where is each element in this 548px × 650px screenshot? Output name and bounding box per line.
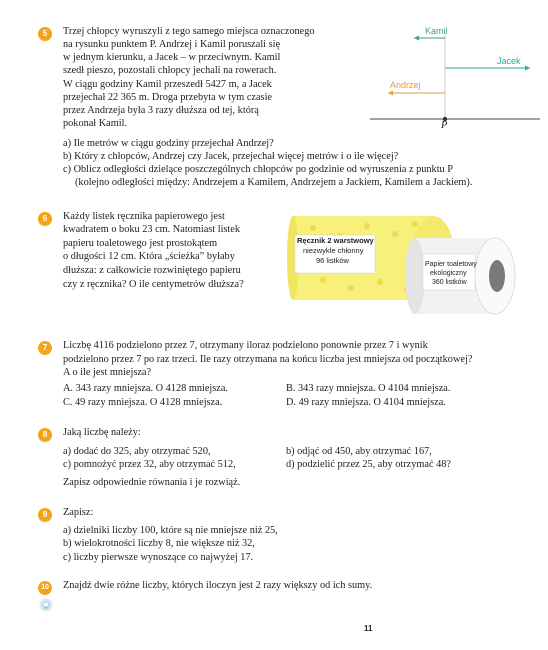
andrzej-label: Andrzej [390,80,421,90]
task7-line: podzielono przez 7 po raz trzeci. Ile razy otrzymana na końcu liczba jest mniejsza od początkowej? [63,354,473,365]
task-number-badge: 10 [38,581,52,595]
answer-option[interactable]: C. 49 razy mniejsza. O 4128 mniejsza. [63,397,223,408]
towel-label-line: 96 listków [316,256,349,265]
task6-line: kwadratem o boku 23 cm. Natomiast listek [63,224,241,235]
page-number: 11 [364,624,373,633]
answer-option[interactable]: A. 343 razy mniejsza. O 4128 mniejsza. [63,383,228,394]
task5-line: W ciągu godziny Kamil przeszedł 5427 m, a Jacek [63,79,272,90]
task7-line: A o ile jest mniejsza? [63,367,152,378]
task6-line: dłuższa: z całkowicie rozwiniętego papieru [63,265,241,276]
task-number-badge: 7 [38,341,52,355]
task5-line: na rysunku punktem P. Andrzej i Kamil poruszali się [63,39,281,50]
task5-question: (kolejno odległości między: Andrzejem a Kamilem, Andrzejem a Jackiem, Kamilem a Jackiem). [75,177,473,188]
task9-item: c) liczby pierwsze wynoszące co najwyżej 17. [63,552,254,563]
task5-line: szedł pieszo, pozostali chłopcy jechali na rowerach. [63,65,277,76]
answer-option[interactable]: D. 49 razy mniejsza. O 4104 mniejsza. [286,397,446,408]
paper-label-line: 360 listków [432,279,467,286]
task5-line: pokonał Kamil. [63,118,128,129]
task7-line: Liczbę 4116 podzielono przez 7, otrzymany iloraz podzielono ponownie przez 7 i wynik [63,340,428,351]
task8-footer: Zapisz odpowiednie równania i je rozwiąż. [63,477,241,488]
task6-line: Każdy listek ręcznika papierowego jest [63,211,225,222]
answer-option[interactable]: B. 343 razy mniejsza. O 4104 mniejsza. [286,383,451,394]
task5-line: przez Andrzeja była 3 razy dłuższa od tej, którą [63,105,259,116]
task-number-badge: 6 [38,212,52,226]
point-p-label: P [441,120,448,131]
jacek-label: Jacek [497,56,521,66]
task5-question: a) Ile metrów w ciągu godziny przejechał Andrzej? [63,138,274,149]
towel-label-line: Ręcznik 2 warstwowy [297,236,374,245]
task8-item: d) podzielić przez 25, aby otrzymać 48? [286,459,451,470]
task9-item: b) wielokrotności liczby 8, nie większe niż 32, [63,538,255,549]
task8-item: a) dodać do 325, aby otrzymać 520, [63,446,211,457]
task6-line: papieru toaletowego jest prostokątem [63,238,218,249]
paper-rolls-illustration [285,208,530,328]
task6-line: czy z ręcznika? O ile centymetrów dłuższa? [63,279,244,290]
task9-title: Zapisz: [63,507,94,518]
task8-title: Jaką liczbę należy: [63,427,141,438]
task5-question: b) Który z chłopców, Andrzej czy Jacek, przejechał więcej metrów i o ile więcej? [63,151,399,162]
task10-text: Znajdź dwie różne liczby, których iloczyn jest 2 razy większy od ich sumy. [63,580,373,591]
paper-label-line: ekologiczny [430,270,467,277]
task5-line: przejechał 22 365 m. Droga przebyta w tym czasie [63,92,272,103]
task8-item: b) odjąć od 450, aby otrzymać 167, [286,446,432,457]
task9-item: a) dzielniki liczby 100, które są nie mniejsze niż 25, [63,525,278,536]
towel-label-line: niezwykle chłonny [303,246,364,255]
task8-item: c) pomnożyć przez 32, aby otrzymać 512, [63,459,236,470]
task-number-badge: 9 [38,508,52,522]
kamil-label: Kamil [425,26,448,36]
task-number-badge: 8 [38,428,52,442]
task5-line: w jednym kierunku, a Jacek – w przeciwnym. Kamil [63,52,281,63]
task5-line: Trzej chłopcy wyruszyli z tego samego miejsca oznaczonego [63,26,315,37]
brain-icon [39,598,53,612]
task5-question: c) Oblicz odległości dzielące poszczególnych chłopców po godzinie od wyruszenia z punktu P [63,164,454,175]
paper-label-line: Papier toaletowy [425,261,477,268]
task6-line: o długości 12 cm. Która „ścieżka” byłaby [63,251,235,262]
task-number-badge: 5 [38,27,52,41]
